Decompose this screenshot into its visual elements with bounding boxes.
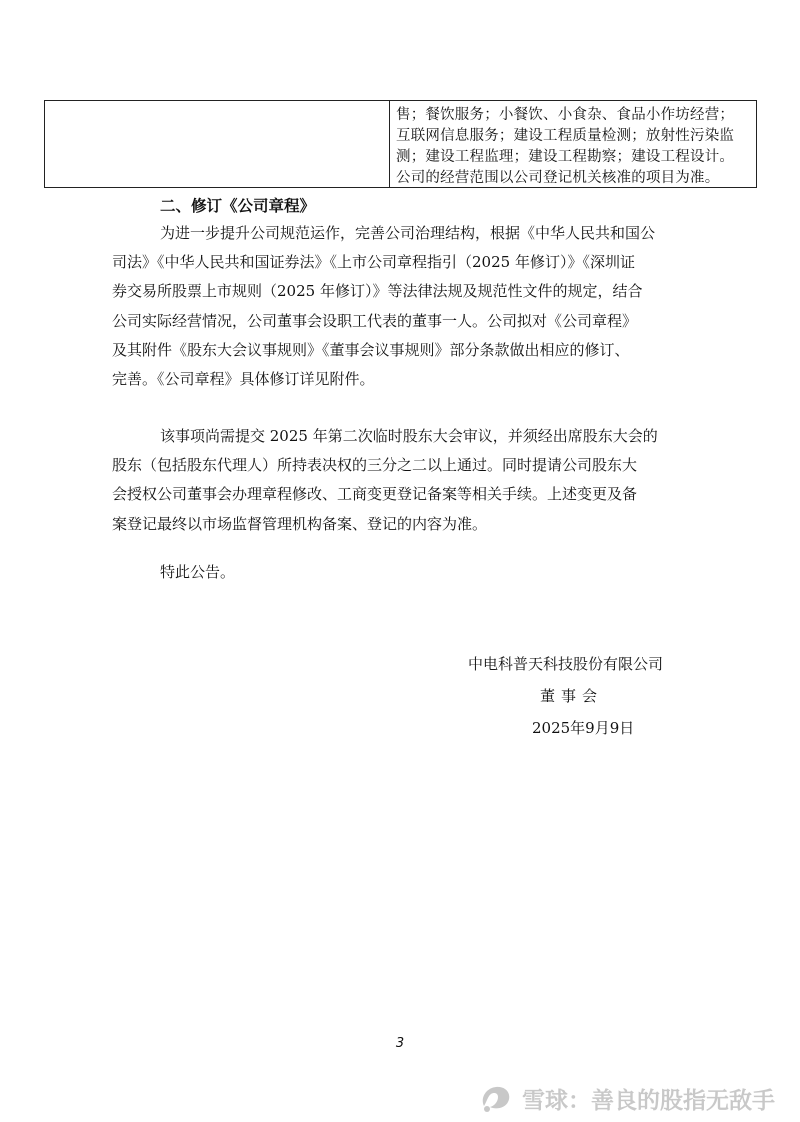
announcement-date: 2025年9月9日 <box>532 719 635 737</box>
paragraph-line: 为进一步提升公司规范运作，完善公司治理结构，根据《中华人民共和国公 <box>160 224 656 242</box>
paragraph-line: 完善。《公司章程》具体修订详见附件。 <box>112 370 375 389</box>
table-line: 售；餐饮服务；小餐饮、小食杂、食品小作坊经营； <box>396 107 735 123</box>
watermark <box>478 1078 775 1118</box>
table-line: 公司的经营范围以公司登记机关核准的项目为准。 <box>396 170 720 186</box>
paragraph-amendment <box>112 219 672 394</box>
paragraph-line: 及其附件《股东大会议事规则》《董事会议事规则》部分条款做出相应的修订、 <box>112 340 630 359</box>
table-line: 测；建设工程监理；建设工程勘察；建设工程设计。 <box>396 149 735 165</box>
paragraph-line: 该事项尚需提交 2025 年第二次临时股东大会审议，并须经出席股东大会的 <box>160 427 658 445</box>
page-number: 3 <box>395 1036 405 1051</box>
table-cell-business-scope <box>390 101 756 187</box>
paragraph-line: 公司实际经营情况，公司董事会设职工代表的董事一人。公司拟对《公司章程》 <box>112 311 638 330</box>
paragraph-line: 券交易所股票上市规则（2025 年修订）》等法律法规及规范性文件的规定，结合 <box>112 282 643 301</box>
closing-statement: 特此公告。 <box>160 563 236 581</box>
paragraph-approval <box>112 422 672 539</box>
table-cell-empty <box>45 101 390 187</box>
company-name: 中电科普天科技股份有限公司 <box>468 655 664 673</box>
table-line: 互联网信息服务；建设工程质量检测；放射性污染监 <box>396 128 735 144</box>
business-scope-table <box>44 100 757 188</box>
watermark-text: 雪球：善良的股指无敌手 <box>522 1087 775 1114</box>
snowball-logo-icon <box>478 1082 514 1114</box>
paragraph-line: 司法》《中华人民共和国证券法》《上市公司章程指引（2025 年修订）》《深圳证 <box>112 253 635 272</box>
paragraph-line: 股东（包括股东代理人）所持表决权的三分之二以上通过。同时提请公司股东大 <box>112 456 638 475</box>
section-heading: 二、修订《公司章程》 <box>160 197 316 215</box>
paragraph-line: 会授权公司董事会办理章程修改、工商变更登记备案等相关手续。上述变更及备 <box>112 485 638 504</box>
paragraph-line: 案登记最终以市场监督管理机构备案、登记的内容为准。 <box>112 514 488 533</box>
board-name: 董事会 <box>540 687 604 705</box>
